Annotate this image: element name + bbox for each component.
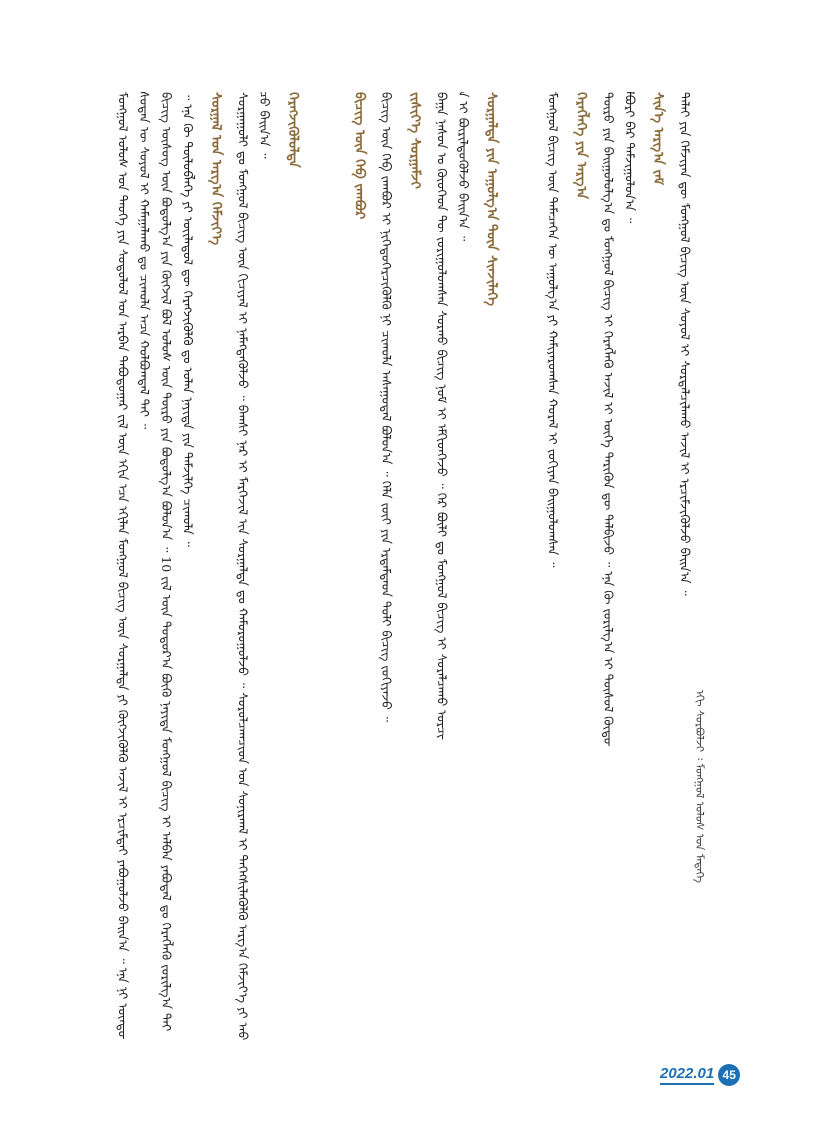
paragraph: ᠪᠢᠴᠢᠭ ᠦᠨ ᠬᠡᠪ ᠵᠠᠭᠪᠤᠷ ᠢ ᠨᠢᠭᠡᠳᠦᠭᠡᠷᠴᠢᠭᠦᠯᠬᠦ ᠨᠢ ᠴᠢᠬᠤᠯᠠ ᠠᠰᠠᠭᠤᠳᠠᠯ ᠪᠣᠯᠤᠨ᠎ᠠ ᠃ ᠬᠡᠯᠡ ᠵᠦᠢ ᠶᠢᠨ ᠡᠷᠳᠡᠮᠲᠡᠳ ᠲᠣᠯᠢ ᠪᠢᠴᠢᠭ ᠵᠣᠬᠢᠶᠠᠵᠤ ᠃ [379,92,395,723]
section-heading: ᠰᠢᠨ᠎ᠡ ᠠᠷᠭ᠎ᠠ ᠵᠠᠮ [649,92,666,186]
source-note: ᠡᠬᠢ ᠰᠤᠷᠪᠤᠯᠵᠢ ᠄ ᠮᠣᠩᠭᠣᠯ ᠤᠯᠤᠰ ᠤᠨ ᠮᠡᠳᠡᠭᠡ [693,690,706,883]
paragraph: ᠲᠥᠷᠥ ᠶᠢᠨ ᠪᠠᠢᠭᠤᠯᠤᠯᠭ᠎ᠠ ᠳᠤ ᠮᠣᠩᠭᠣᠯ ᠪᠢᠴᠢᠭ ᠢ ᠬᠡᠷᠡᠭᠯᠡᠬᠦ ᠠᠵᠢᠯ ᠢ ᠦᠭᠡ ᠲᠡᠷᠢᠭᠦᠨ ᠳᠦ ᠲᠠᠯᠪᠢᠵᠤ ᠃ ᠡᠨᠡ ᠬᠦ ᠵᠣᠷᠢᠯᠭ᠎ᠠ ᠢ ᠲᠥᠰᠦᠯ ᠬᠥᠲᠦᠯᠪᠦᠷᠢ ᠪᠡᠷ ᠳᠠᠮᠵᠢᠭᠤᠯᠤᠨ᠎ᠠ ᠃ [600,92,638,746]
text-column-middle [342,92,502,742]
section-heading: ᠬᠡᠷᠡᠭᠵᠢᠭᠦᠯᠦᠯᠲᠡ [284,92,301,168]
section-heading: ᠳᠦᠨ ᠰᠢᠨᠵᠢᠯᠡᠭᠡ [483,224,500,307]
paragraph: ᠮᠣᠩᠭᠣᠯ ᠤᠯᠤᠰ ᠤᠨ ᠲᠡᠦᠬᠡ ᠶᠢᠨ ᠰᠤᠳᠤᠯᠤᠯ ᠤᠨ ᠠᠷᠪᠠᠨ ᠲᠠᠪᠤᠳᠤᠭᠠᠷ ᠵᠢᠯ ᠦᠨ ᠡᠬᠢᠨ ᠡᠴᠡ ᠡᠬᠢᠯᠡᠨ ᠮᠣᠩᠭᠣᠯ ᠪᠢᠴᠢᠭ ᠦᠨ ᠰᠤᠷᠭᠠᠯᠲᠠ ᠶᠢ ᠬᠥᠭᠵᠢᠭᠦᠯᠬᠦ ᠠᠵᠢᠯ ᠢ ᠡᠷᠴᠢᠮᠲᠡᠢ ᠶᠠᠪᠤᠭᠤᠯᠵᠤ ᠪᠠᠢᠨ᠎ᠠ ᠃ ᠡᠨᠡ ᠨᠢ ᠦᠨᠳᠦᠰᠦᠲᠡᠨ ᠦ ᠰᠣᠶᠣᠯ ᠢ ᠬᠠᠮᠠᠭᠠᠯᠠᠬᠤ ᠳᠤ ᠴᠢᠬᠤᠯᠠ ᠠᠴᠠ ᠬᠣᠯᠪᠣᠭᠳᠠᠯ ᠲᠠᠢ ᠃ [115,92,153,1039]
text-columns [112,92,722,1042]
section-heading: ᠵᠢᠱᠢᠶ᠎ᠡ ᠰᠤᠷᠭᠠᠮᠵᠢ [406,92,423,189]
issue-number: 2022.01 [660,1065,714,1085]
page-footer [660,1064,740,1086]
text-column-left [112,92,337,1042]
section-heading: ᠰᠤᠷᠭᠠᠯ ᠤᠨ ᠠᠷᠭ᠎ᠠ ᠬᠡᠮᠵᠢᠶ᠎ᠡ [207,92,224,246]
section-heading: ᠪᠢᠴᠢᠭ ᠦᠨ ᠬᠡᠪ ᠵᠠᠭᠪᠤᠷ [351,92,368,220]
page-number-badge: 45 [718,1064,740,1086]
paragraph: ᠮᠣᠩᠭᠣᠯ ᠪᠢᠴᠢᠭ ᠦᠨ ᠲᠡᠮᠡᠴᠡᠭᠡᠨ ᠦ ᠠᠭᠤᠯᠭ᠎ᠠ ᠶᠢ ᠬᠠᠮᠢᠶᠠᠷᠤᠭᠰᠠᠨ ᠬᠤᠷᠠᠯ ᠢ ᠵᠣᠬᠢᠶᠠᠨ ᠪᠠᠢᠭᠤᠯᠤᠭᠰᠠᠨ ᠃ [545,92,561,568]
paragraph: ᠰᠤᠷᠭᠠᠭᠤᠯᠢ ᠳᠤ ᠮᠣᠩᠭᠣᠯ ᠪᠢᠴᠢᠭ ᠦᠨ ᠬᠢᠴᠢᠶᠡᠯ ᠢ ᠨᠡᠮᠡᠭᠳᠡᠭᠦᠯᠵᠦ ᠃ ᠪᠠᠭᠰᠢ ᠨᠠᠷ ᠢ ᠮᠡᠷᠭᠡᠵᠢᠯ ᠢᠨ ᠰᠤᠷᠭᠠᠯᠲᠠ ᠳᠤ ᠬᠠᠮᠤᠷᠤᠭᠤᠯᠵᠤ ᠃ ᠰᠤᠷᠤᠯᠴᠠᠭᠴᠢᠳ ᠤᠨ ᠰᠣᠨᠢᠷᠬᠠᠯ ᠢ ᠳᠡᠭᠡᠭᠰᠢᠯᠡᠭᠦᠯᠬᠦ ᠠᠷᠭ᠎ᠠ ᠬᠡᠮᠵᠢᠶ᠎ᠡ ᠶᠢ ᠠᠪᠴᠤ ᠪᠠᠢᠨ᠎ᠠ ᠃ [235,92,273,1039]
section-heading: ᠰᠤᠷᠭᠠᠯᠲᠠ ᠶᠢᠨ ᠠᠭᠤᠯᠭ᠎ᠠ [483,92,500,221]
text-column-right [542,92,722,747]
paragraph: ᠪᠢᠴᠢᠭ ᠦᠰᠦᠭ ᠦᠨ ᠪᠣᠳᠤᠯᠭ᠎ᠠ ᠶᠢᠨ ᠬᠥᠭᠵᠢᠯ ᠪᠣᠯ ᠤᠯᠤᠰ ᠦᠨ ᠲᠥᠷᠥ ᠶᠢᠨ ᠪᠣᠳᠤᠯᠭ᠎ᠠ ᠪᠣᠯᠤᠨ᠎ᠠ ᠃ 10 ᠵᠢᠯ ᠦᠨ ᠳᠣᠲᠣᠷ᠎ᠠ ᠪᠥᠬᠥ ᠨᠡᠶᠢᠲᠡ ᠮᠣᠩᠭᠣᠯ ᠪᠢᠴᠢᠭ ᠢ ᠠᠯᠪᠠᠨ ᠶᠠᠪᠤᠳᠠᠯ ᠳᠤ ᠬᠡᠷᠡᠭᠯᠡᠬᠦ ᠵᠣᠷᠢᠯᠭ᠎ᠠ ᠲᠠᠢ ᠃ ᠡᠨᠡ ᠬᠦ ᠲᠥᠯᠥᠪᠯᠡᠭᠡ ᠶᠢ ᠦᠢᠯᠡᠳᠦᠯ ᠳᠦ ᠬᠡᠷᠡᠭᠵᠢᠭᠦᠯᠬᠦ ᠳᠤ ᠣᠯᠠᠨ ᠨᠡᠶᠢᠲᠡ ᠶᠢᠨ ᠳᠡᠮᠵᠢᠯᠭᠡ ᠴᠢᠬᠤᠯᠠ ᠃ [158,92,196,1032]
paragraph: ᠪᠠᠭᠠ ᠨᠠᠰᠤᠨ ᠤ ᠬᠦᠦᠬᠡᠳ ᠲᠦ ᠵᠣᠷᠢᠭᠤᠯᠤᠭᠰᠠᠨ ᠰᠤᠷᠬᠤ ᠪᠢᠴᠢᠭ ᠨᠣᠮ ᠢ ᠡᠮᠬᠢᠳᠬᠡᠵᠦ ᠃ ᠭᠡᠷ ᠪᠦᠯᠢ ᠳᠤ ᠮᠣᠩᠭᠣᠯ ᠪᠢᠴᠢᠭ ᠢ ᠰᠤᠷᠠᠯᠴᠠᠬᠤ ᠣᠷᠴᠢᠨ ᠢ ᠪᠦᠷᠢᠯᠳᠦᠭᠦᠯᠵᠦ ᠪᠠᠢᠨ᠎ᠠ ᠃ [434,92,471,740]
paragraph: ᠳᠠᠯᠠᠢ ᠶᠢᠨ ᠬᠡᠮᠵᠢᠶᠡᠨ ᠳᠦ ᠮᠣᠩᠭᠣᠯ ᠪᠢᠴᠢᠭ ᠦᠨ ᠰᠣᠶᠣᠯ ᠢ ᠰᠤᠷᠲᠠᠯᠴᠢᠯᠠᠬᠤ ᠠᠵᠢᠯ ᠢ ᠡᠷᠴᠢᠮᠵᠢᠭᠦᠯᠵᠦ ᠪᠠᠢᠨ᠎ᠠ ᠃ [677,92,693,596]
section-heading: ᠬᠡᠷᠡᠭᠯᠡᠭᠡ ᠶᠢᠨ ᠠᠷᠭ᠎ᠠ [573,92,590,200]
